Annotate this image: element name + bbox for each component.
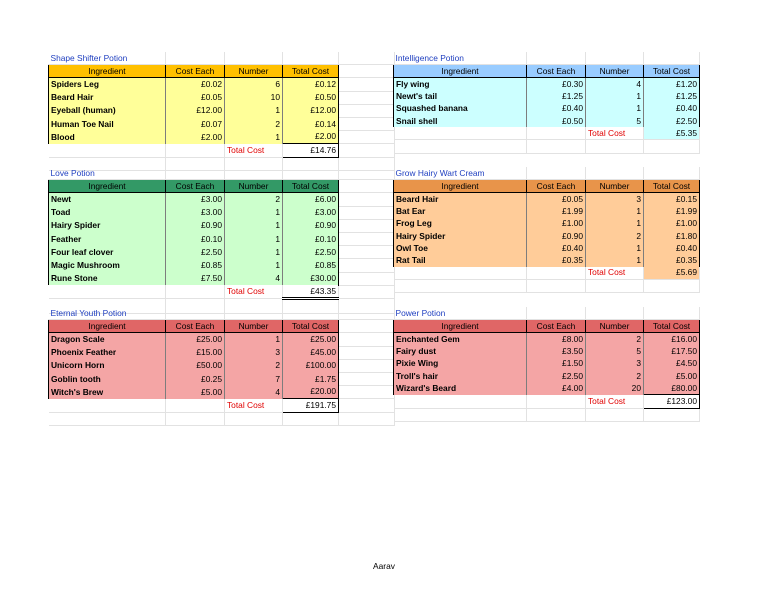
table-row [394,206,700,218]
table-row [394,103,700,115]
ingredient-cell: Feather [49,232,166,245]
total-cost-cell: £2.50 [283,246,339,259]
empty-cell [339,232,395,245]
total-cost-cell: £100.00 [283,359,339,372]
table-row [394,358,700,370]
total-cost-cell: £3.00 [283,206,339,219]
ingredient-cell: Blood [49,131,166,144]
total-row [49,285,395,299]
total-cost-cell: £0.40 [644,103,700,115]
cost-each-cell: £0.10 [166,232,225,245]
total-cost-cell: £25.00 [283,333,339,346]
ingredient-cell: Rune Stone [49,272,166,285]
header-row [49,320,395,333]
ingredient-cell: Troll's hair [394,370,527,382]
total-cost-cell: £80.00 [644,382,700,395]
number-cell: 5 [586,115,644,127]
total-cost-cell: £0.40 [644,242,700,254]
ingredient-cell: Wizard's Beard [394,382,527,395]
empty-cell [166,144,225,157]
cost-each-cell: £0.90 [166,219,225,232]
total-cost-cell: £4.50 [644,358,700,370]
ingredient-cell: Snail shell [394,115,527,127]
cost-each-cell: £3.00 [166,193,225,206]
empty-cell [527,395,586,408]
ingredient-cell: Toad [49,206,166,219]
col-header-cost-each: Cost Each [166,180,225,193]
col-header-total-cost: Total Cost [283,180,339,193]
col-header-ingredient: Ingredient [49,180,166,193]
empty-cell [339,65,395,78]
number-cell: 1 [225,246,283,259]
empty-cell [339,219,395,232]
empty-cell [394,267,527,280]
table-row [49,333,395,346]
number-cell: 1 [586,242,644,254]
empty-cell [644,408,700,421]
table-row [49,272,395,285]
number-cell: 1 [225,131,283,144]
col-header-number: Number [225,320,283,333]
empty-cell [339,346,395,359]
potion-table [393,307,700,422]
empty-cell [394,127,527,140]
table-row [49,259,395,272]
cost-each-cell: £2.50 [527,370,586,382]
cost-each-cell: £2.50 [166,246,225,259]
ingredient-cell: Four leaf clover [49,246,166,259]
total-cost-cell: £0.10 [283,232,339,245]
number-cell: 2 [586,230,644,242]
footer-author: Aarav [373,561,395,571]
number-cell: 4 [225,386,283,399]
ingredient-cell: Frog Leg [394,218,527,230]
cost-each-cell: £1.99 [527,206,586,218]
table-row [394,91,700,103]
table-row [394,382,700,395]
empty-cell [339,272,395,285]
cost-each-cell: £0.05 [527,193,586,206]
empty-cell [225,412,283,425]
col-header-ingredient: Ingredient [49,320,166,333]
total-cost-label: Total Cost [586,267,644,280]
table-row [394,115,700,127]
ingredient-cell: Pixie Wing [394,358,527,370]
cost-each-cell: £0.30 [527,78,586,91]
number-cell: 1 [586,218,644,230]
total-cost-cell: £0.15 [644,193,700,206]
table-row [49,386,395,399]
total-cost-label: Total Cost [225,285,283,299]
col-header-number: Number [225,180,283,193]
empty-cell [339,206,395,219]
col-header-number: Number [586,65,644,78]
table-row [49,246,395,259]
table-row [394,230,700,242]
header-row [49,180,395,193]
potion-table [393,52,700,154]
potion-title: Power Potion [394,307,527,320]
empty-cell [527,267,586,280]
empty-cell [49,412,166,425]
empty-cell [339,285,395,299]
table-row [394,346,700,358]
cost-each-cell: £0.40 [527,103,586,115]
empty-cell [166,285,225,299]
total-cost-cell: £0.14 [283,117,339,130]
number-cell: 2 [225,193,283,206]
empty-cell [644,279,700,292]
ingredient-cell: Goblin tooth [49,372,166,385]
cost-each-cell: £0.90 [527,230,586,242]
table-row [394,333,700,346]
cost-each-cell: £1.50 [527,358,586,370]
table-row [49,206,395,219]
empty-cell [527,140,586,153]
empty-cell [527,408,586,421]
table-row [49,219,395,232]
total-cost-cell: £1.20 [644,78,700,91]
number-cell: 2 [225,359,283,372]
total-cost-label: Total Cost [225,144,283,157]
cost-each-cell: £0.02 [166,78,225,91]
number-cell: 2 [586,333,644,346]
potion-title: Shape Shifter Potion [49,52,166,65]
col-header-total-cost: Total Cost [283,320,339,333]
number-cell: 1 [586,91,644,103]
number-cell: 2 [225,117,283,130]
empty-cell [339,117,395,130]
col-header-cost-each: Cost Each [527,180,586,193]
empty-cell [49,144,166,157]
table-row [49,359,395,372]
total-cost-cell: £5.00 [644,370,700,382]
col-header-number: Number [225,65,283,78]
total-row [394,267,700,280]
table-row [394,254,700,266]
total-cost-label: Total Cost [586,395,644,408]
cost-each-cell: £50.00 [166,359,225,372]
table-row [394,242,700,254]
empty-cell [339,180,395,193]
empty-cell [339,359,395,372]
empty-cell [527,127,586,140]
ingredient-cell: Magic Mushroom [49,259,166,272]
total-cost-cell: £1.00 [644,218,700,230]
empty-cell [394,395,527,408]
empty-cell [586,279,644,292]
ingredient-cell: Fairy dust [394,346,527,358]
cost-each-cell: £0.35 [527,254,586,266]
total-cost-cell: £12.00 [283,104,339,117]
ingredient-cell: Hairy Spider [49,219,166,232]
empty-cell [339,399,395,412]
cost-each-cell: £15.00 [166,346,225,359]
cost-each-cell: £3.00 [166,206,225,219]
header-row [394,320,700,333]
col-header-number: Number [586,180,644,193]
total-cost-cell: £0.85 [283,259,339,272]
table-row [49,131,395,144]
col-header-ingredient: Ingredient [394,180,527,193]
table-row [394,78,700,91]
table-row [394,370,700,382]
ingredient-cell: Fly wing [394,78,527,91]
cost-each-cell: £0.40 [527,242,586,254]
cost-each-cell: £0.07 [166,117,225,130]
col-header-cost-each: Cost Each [527,65,586,78]
ingredient-cell: Bat Ear [394,206,527,218]
cost-each-cell: £5.00 [166,386,225,399]
empty-cell [339,91,395,104]
cost-each-cell: £0.05 [166,91,225,104]
cost-each-cell: £4.00 [527,382,586,395]
grand-total-value: £14.76 [283,144,339,157]
empty-cell [644,140,700,153]
total-cost-cell: £6.00 [283,193,339,206]
potion-table [393,167,700,293]
col-header-cost-each: Cost Each [527,320,586,333]
number-cell: 1 [586,206,644,218]
grand-total-value: £5.35 [644,127,700,140]
empty-cell [339,320,395,333]
potion-title: Grow Hairy Wart Cream [394,167,527,180]
grand-total-value: £43.35 [283,285,339,299]
header-row [394,65,700,78]
number-cell: 1 [586,254,644,266]
empty-cell [586,140,644,153]
potion-title: Love Potion [49,167,166,180]
table-row [394,193,700,206]
total-row [49,399,395,412]
empty-cell [166,412,225,425]
number-cell: 1 [586,103,644,115]
empty-cell [339,412,395,425]
cost-each-cell: £12.00 [166,104,225,117]
total-cost-cell: £17.50 [644,346,700,358]
ingredient-cell: Witch's Brew [49,386,166,399]
total-cost-cell: £0.50 [283,91,339,104]
potion-table [48,167,395,314]
number-cell: 1 [225,219,283,232]
empty-cell [166,399,225,412]
total-cost-cell: £0.35 [644,254,700,266]
ingredient-cell: Spiders Leg [49,78,166,91]
number-cell: 5 [586,346,644,358]
total-cost-cell: £45.00 [283,346,339,359]
cost-each-cell: £2.00 [166,131,225,144]
number-cell: 1 [225,259,283,272]
total-cost-cell: £0.12 [283,78,339,91]
number-cell: 1 [225,232,283,245]
cost-each-cell: £0.85 [166,259,225,272]
number-cell: 6 [225,78,283,91]
number-cell: 20 [586,382,644,395]
empty-cell [339,372,395,385]
col-header-cost-each: Cost Each [166,65,225,78]
empty-cell [527,279,586,292]
table-row [49,232,395,245]
ingredient-cell: Rat Tail [394,254,527,266]
table-row [49,372,395,385]
ingredient-cell: Squashed banana [394,103,527,115]
col-header-ingredient: Ingredient [394,320,527,333]
empty-cell [49,285,166,299]
col-header-total-cost: Total Cost [644,180,700,193]
empty-cell [394,140,527,153]
empty-cell [339,193,395,206]
ingredient-cell: Newt [49,193,166,206]
number-cell: 1 [225,104,283,117]
number-cell: 1 [225,333,283,346]
empty-cell [339,246,395,259]
ingredient-cell: Beard Hair [49,91,166,104]
total-cost-cell: £0.90 [283,219,339,232]
total-cost-cell: £1.99 [644,206,700,218]
col-header-cost-each: Cost Each [166,320,225,333]
ingredient-cell: Hairy Spider [394,230,527,242]
total-cost-label: Total Cost [225,399,283,412]
col-header-ingredient: Ingredient [49,65,166,78]
cost-each-cell: £8.00 [527,333,586,346]
total-cost-cell: £2.00 [283,131,339,144]
empty-cell [339,386,395,399]
number-cell: 2 [586,370,644,382]
empty-cell [339,78,395,91]
ingredient-cell: Human Toe Nail [49,117,166,130]
cost-each-cell: £7.50 [166,272,225,285]
empty-cell [339,333,395,346]
table-row [49,193,395,206]
empty-cell [339,259,395,272]
potion-title: Intelligence Potion [394,52,527,65]
cost-each-cell: £0.50 [527,115,586,127]
total-cost-cell: £1.25 [644,91,700,103]
grand-total-value: £5.69 [644,267,700,280]
total-cost-cell: £2.50 [644,115,700,127]
table-row [49,346,395,359]
number-cell: 3 [586,358,644,370]
col-header-ingredient: Ingredient [394,65,527,78]
total-row [394,127,700,140]
table-row [49,117,395,130]
total-cost-cell: £20.00 [283,386,339,399]
empty-cell [49,399,166,412]
total-cost-cell: £1.80 [644,230,700,242]
grand-total-value: £191.75 [283,399,339,412]
empty-cell [339,144,395,157]
col-header-total-cost: Total Cost [644,65,700,78]
total-cost-cell: £1.75 [283,372,339,385]
ingredient-cell: Owl Toe [394,242,527,254]
total-row [394,395,700,408]
ingredient-cell: Dragon Scale [49,333,166,346]
cost-each-cell: £1.00 [527,218,586,230]
header-row [394,180,700,193]
table-row [49,91,395,104]
empty-cell [283,412,339,425]
potion-table [48,307,395,426]
table-row [49,104,395,117]
cost-each-cell: £3.50 [527,346,586,358]
table-row [49,78,395,91]
ingredient-cell: Newt's tail [394,91,527,103]
number-cell: 3 [225,346,283,359]
cost-each-cell: £1.25 [527,91,586,103]
empty-cell [394,279,527,292]
ingredient-cell: Eyeball (human) [49,104,166,117]
total-cost-cell: £16.00 [644,333,700,346]
ingredient-cell: Unicorn Horn [49,359,166,372]
ingredient-cell: Beard Hair [394,193,527,206]
empty-cell [339,131,395,144]
col-header-number: Number [586,320,644,333]
empty-cell [586,408,644,421]
number-cell: 1 [225,206,283,219]
total-row [49,144,395,157]
empty-cell [339,104,395,117]
cost-each-cell: £25.00 [166,333,225,346]
potion-table [48,52,395,171]
col-header-total-cost: Total Cost [644,320,700,333]
number-cell: 4 [586,78,644,91]
number-cell: 4 [225,272,283,285]
potion-title: Eternal Youth Potion [49,307,166,320]
empty-cell [394,408,527,421]
number-cell: 3 [586,193,644,206]
header-row [49,65,395,78]
grand-total-value: £123.00 [644,395,700,408]
table-row [394,218,700,230]
cost-each-cell: £0.25 [166,372,225,385]
number-cell: 10 [225,91,283,104]
ingredient-cell: Phoenix Feather [49,346,166,359]
number-cell: 7 [225,372,283,385]
total-cost-cell: £30.00 [283,272,339,285]
ingredient-cell: Enchanted Gem [394,333,527,346]
col-header-total-cost: Total Cost [283,65,339,78]
total-cost-label: Total Cost [586,127,644,140]
